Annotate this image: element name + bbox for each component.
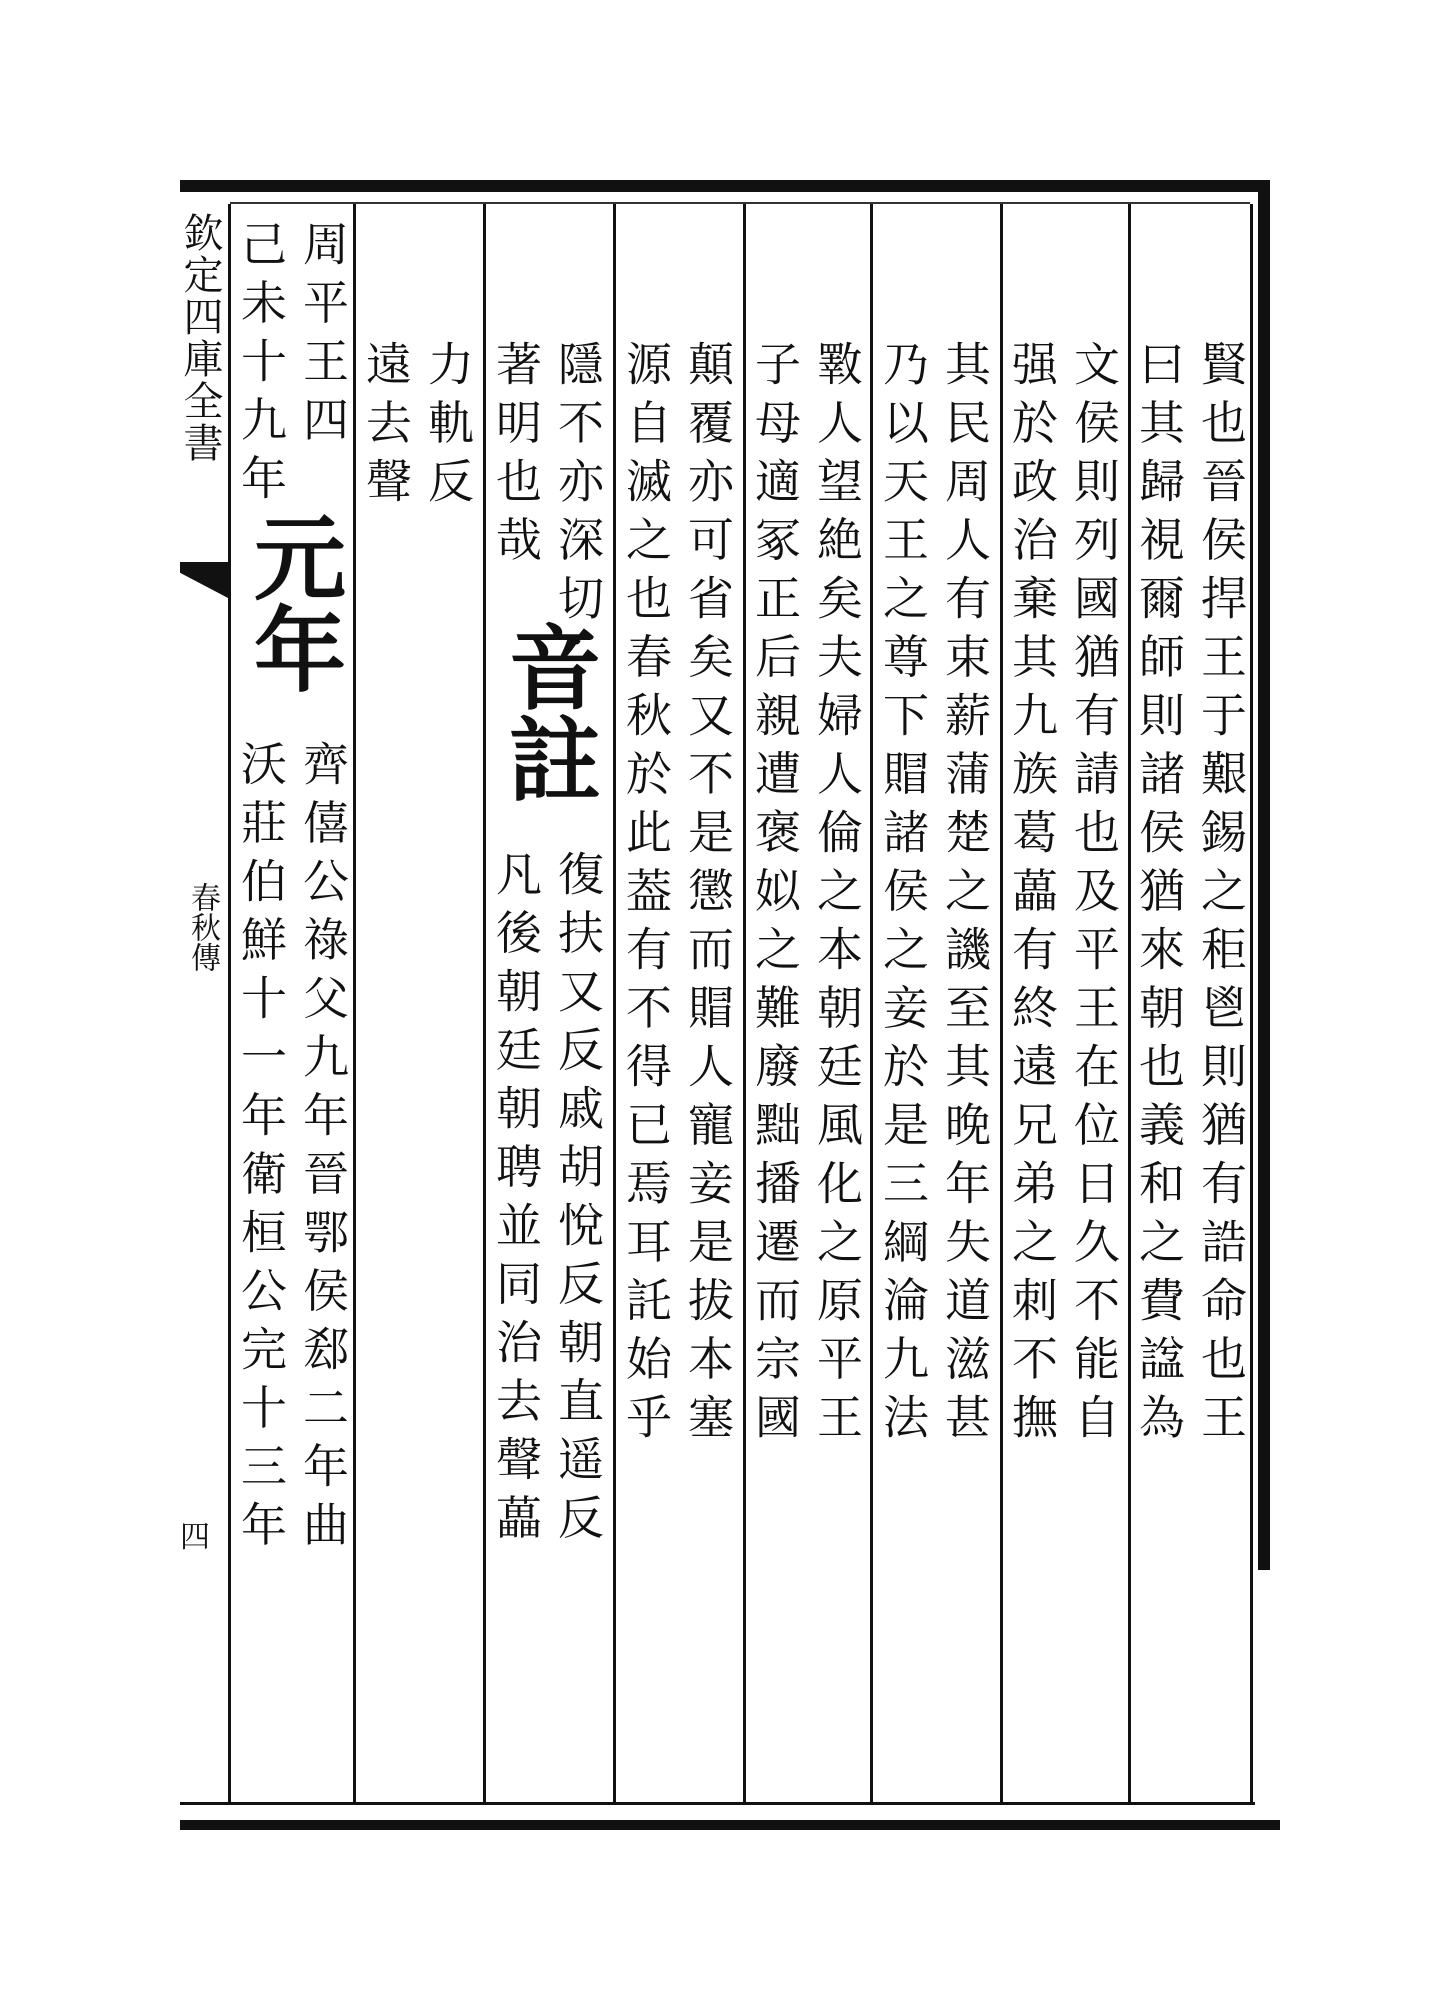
- text-column-8: [230, 220, 355, 1790]
- text-line-right: 力軌反: [421, 340, 475, 516]
- year-heading: 元年: [239, 510, 347, 694]
- page-number: 四: [180, 1520, 210, 1555]
- text-line-right-top: 隱不亦深切: [551, 340, 605, 633]
- collection-title: 欽定四庫全書: [177, 212, 223, 464]
- text-line-right: 文侯則列國猶有請也及平王在位日久不能自: [1067, 340, 1121, 1452]
- text-line-left: 源自滅之也春秋於此葢有不得已焉耳託始乎: [619, 340, 673, 1452]
- text-line-right: 其民周人有束薪蒲楚之譏至其晚年失道滋甚: [938, 340, 992, 1452]
- text-line-right: 顛覆亦可省矣又不是懲而賵人寵妾是拔本塞: [681, 340, 735, 1452]
- text-line-right-bottom: 復扶又反戚胡悅反朝直遥反: [551, 850, 605, 1552]
- frame-top-border: [180, 180, 1270, 192]
- text-line-left: 乃以天王之尊下賵諸侯之妾於是三綱淪九法: [876, 340, 930, 1452]
- text-column-7: [355, 220, 480, 1790]
- text-line-left: 强於政治棄其九族葛藟有終遠兄弟之刺不撫: [1005, 340, 1059, 1452]
- text-line-left: 子母適冢正后親遭褒姒之難廢黜播遷而宗國: [748, 340, 802, 1452]
- text-column-3: [872, 220, 997, 1790]
- text-column-4: [744, 220, 869, 1790]
- text-column-6: [485, 220, 610, 1790]
- frame-bottom-border: [180, 1820, 1280, 1830]
- text-line-right-top: 周平王四: [296, 220, 350, 454]
- page-spine: [177, 202, 228, 1802]
- text-line-left-top: 己未十九年: [234, 220, 288, 513]
- text-column-2: [1001, 220, 1126, 1790]
- text-line-right: 斁人望絶矣夫婦人倫之本朝廷風化之原平王: [810, 340, 864, 1452]
- text-column-5: [615, 220, 740, 1790]
- section-heading-yinzhu: 音註: [494, 620, 602, 804]
- text-line-left-bottom: 凡後朝廷朝聘並同治去聲藟: [489, 850, 543, 1552]
- frame-inner-top-line: [230, 202, 1250, 204]
- section-title: 春秋傳: [185, 882, 220, 972]
- book-page: [177, 180, 1280, 1830]
- frame-inner-bottom-line: [180, 1802, 1255, 1805]
- text-line-left: 曰其歸視爾師則諸侯猶來朝也義和之費諡為: [1132, 340, 1186, 1452]
- text-line-right: 賢也晉侯捍王于艱錫之秬鬯則猶有誥命也王: [1194, 340, 1248, 1452]
- frame-right-border: [1258, 180, 1270, 1570]
- text-line-left-top: 著明也哉: [489, 340, 543, 574]
- text-line-left: 遠去聲: [359, 340, 413, 516]
- text-line-left-bottom: 沃莊伯鮮十一年衛桓公完十三年: [234, 740, 288, 1559]
- text-column-1: [1128, 220, 1253, 1790]
- fish-tail-mark: [180, 562, 228, 598]
- text-line-right-bottom: 齊僖公祿父九年晉鄂侯郄二年曲: [296, 740, 350, 1559]
